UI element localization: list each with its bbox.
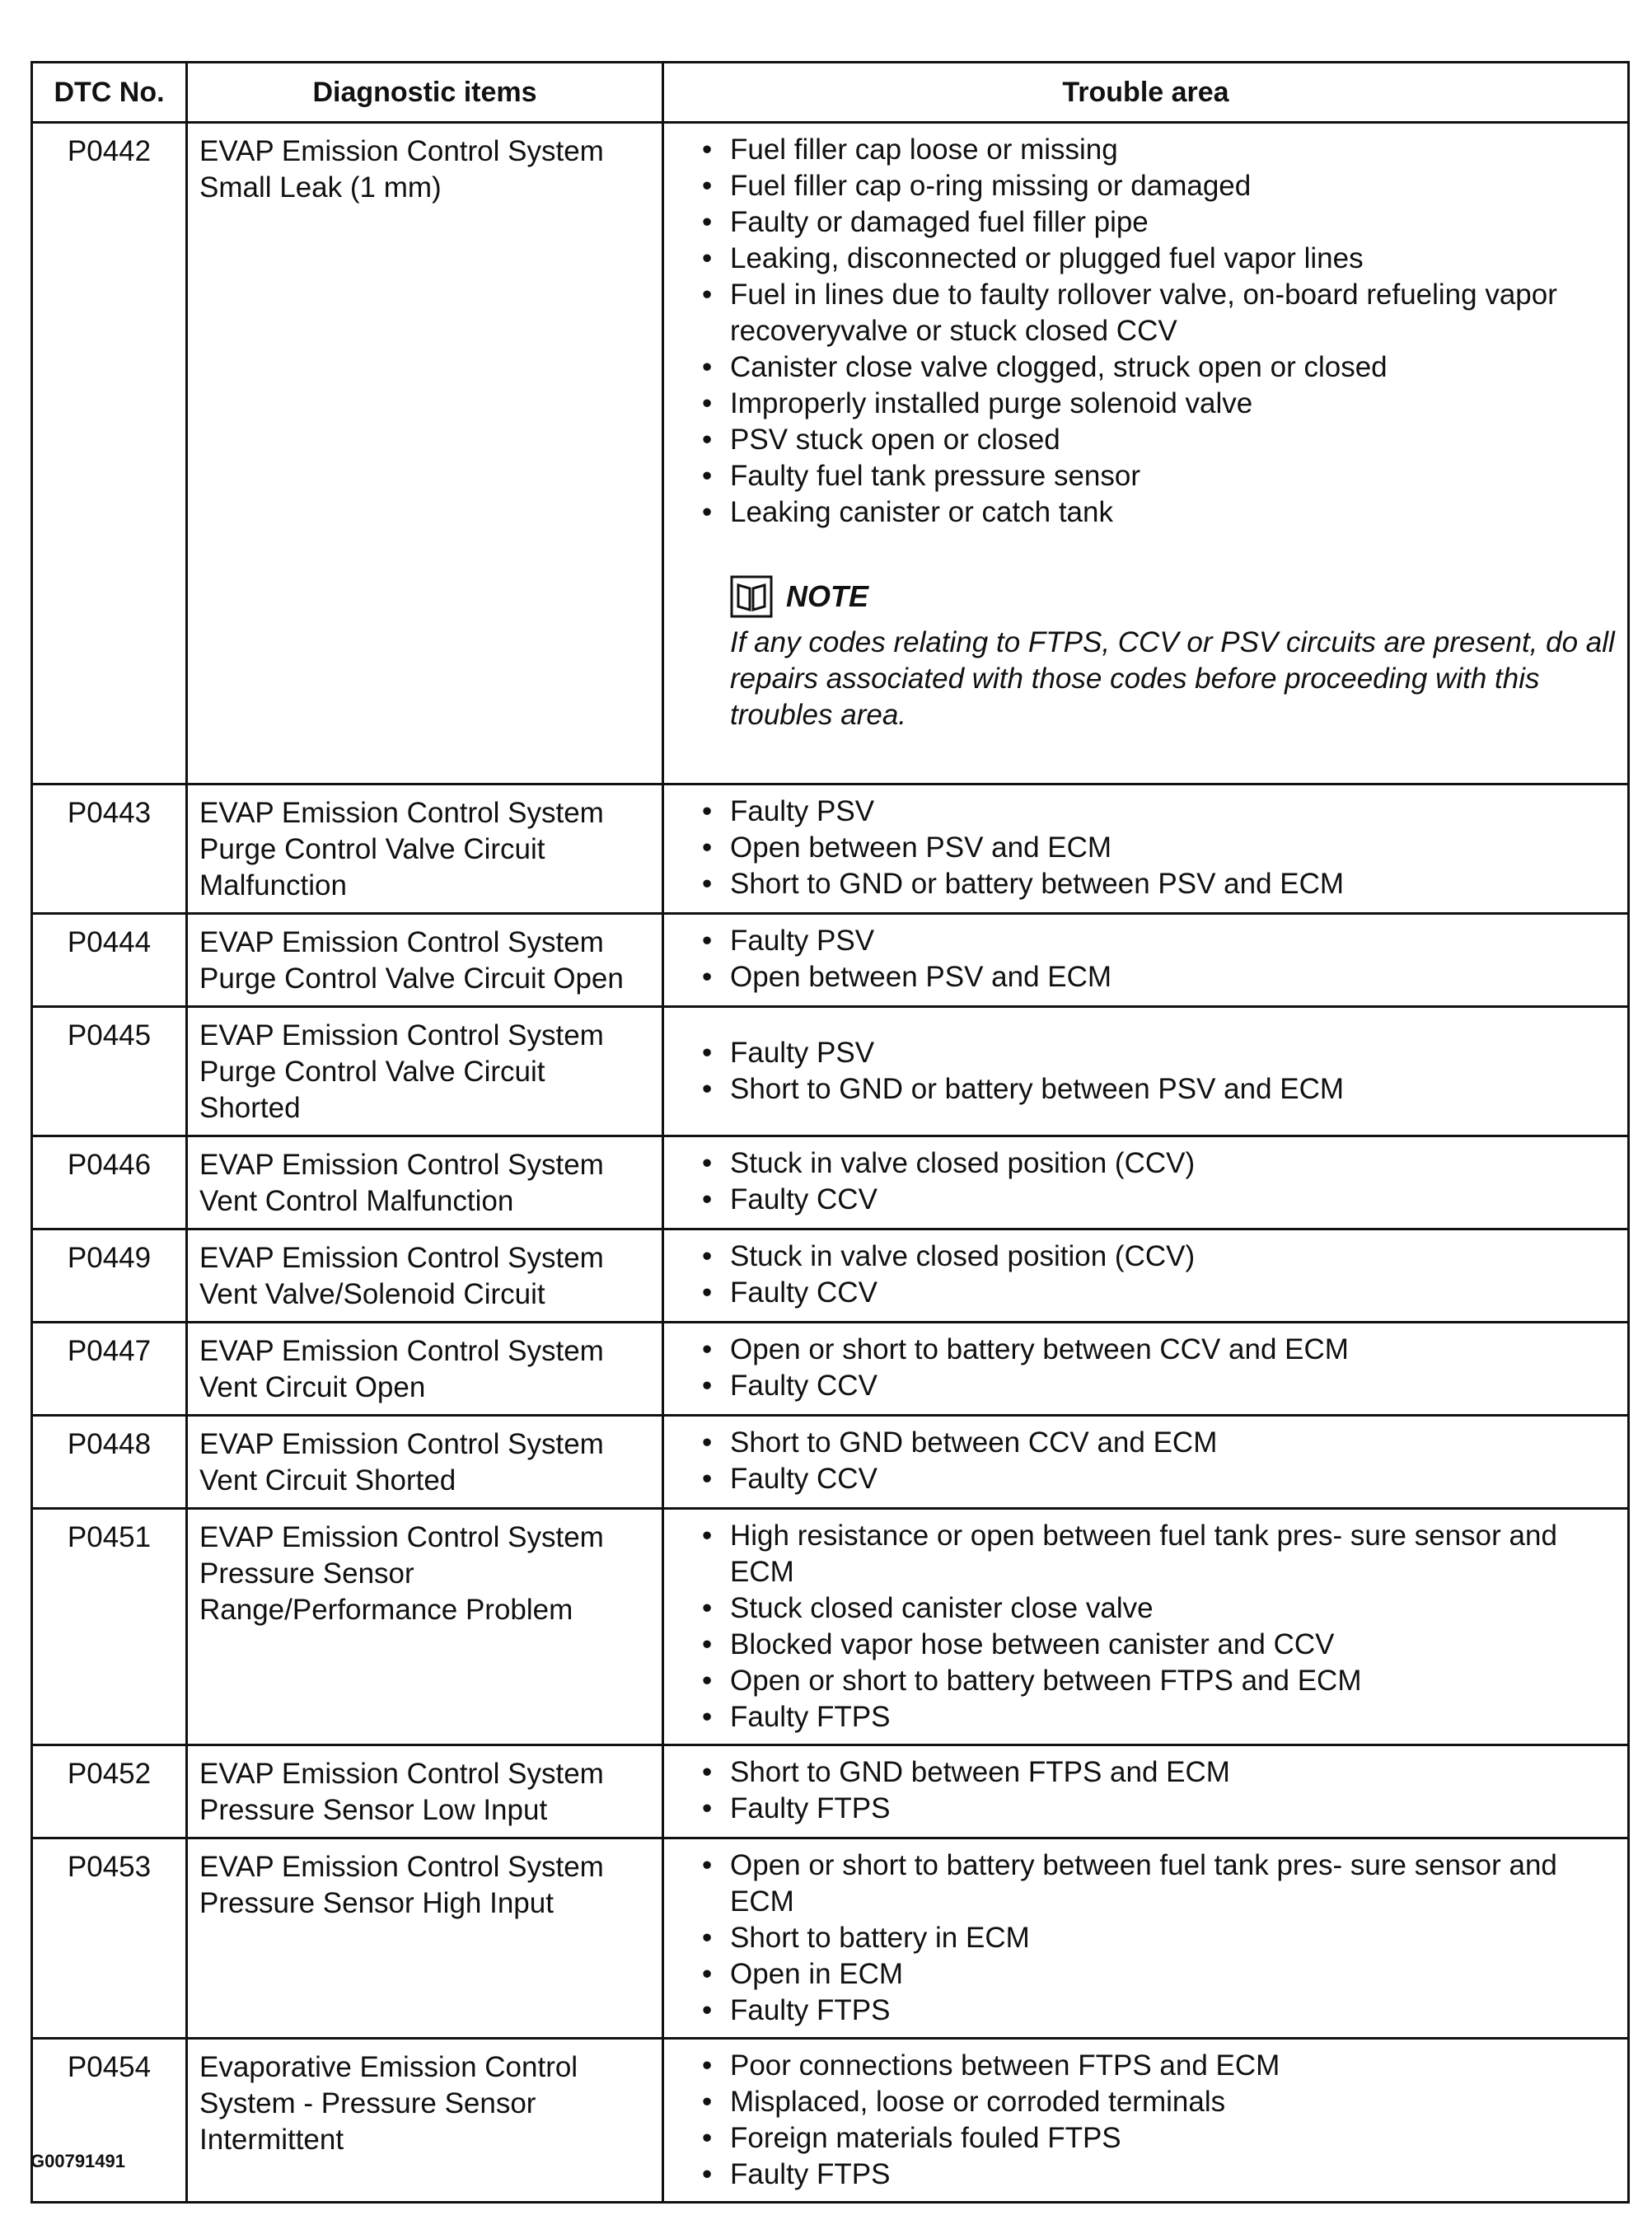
list-item: • Foreign materials fouled FTPS <box>700 2120 1617 2157</box>
table-row <box>32 2039 1629 2203</box>
book-icon <box>730 575 773 618</box>
list-item: • Open or short to battery between FTPS and ECM <box>700 1663 1617 1699</box>
list-item: • Short to GND or battery between PSV and ECM <box>700 1071 1617 1108</box>
list-item: • Open between PSV and ECM <box>700 830 1617 866</box>
trouble-list <box>700 1035 1617 1108</box>
figure-reference: G00791491 <box>30 2151 125 2171</box>
diagnostic-item: EVAP Emission Control System Vent Valve/Solenoid Circuit <box>187 1229 663 1323</box>
list-item: • Short to GND between FTPS and ECM <box>700 1754 1617 1791</box>
trouble-list <box>700 794 1617 902</box>
list-item: • Misplaced, loose or corroded terminals <box>700 2084 1617 2120</box>
note-header <box>730 574 1617 620</box>
list-item: • Faulty PSV <box>700 794 1617 830</box>
list-item: • Stuck in valve closed position (CCV) <box>700 1145 1617 1182</box>
list-item: • Faulty FTPS <box>700 1699 1617 1735</box>
trouble-area <box>663 1509 1629 1745</box>
note-label: NOTE <box>786 579 869 613</box>
header-dtc-no: DTC No. <box>32 63 187 123</box>
header-trouble-area: Trouble area <box>663 63 1629 123</box>
table-row <box>32 1745 1629 1838</box>
diagnostic-item: EVAP Emission Control System Purge Control Valve Circuit Open <box>187 914 663 1007</box>
trouble-area <box>663 1007 1629 1136</box>
dtc-table <box>30 61 1630 2204</box>
list-item: • Fuel filler cap o-ring missing or damaged <box>700 168 1617 204</box>
list-item: • Faulty CCV <box>700 1461 1617 1497</box>
trouble-list <box>700 1754 1617 1827</box>
diagnostic-item: EVAP Emission Control System Purge Control Valve Circuit Malfunction <box>187 784 663 914</box>
list-item: • Faulty FTPS <box>700 2157 1617 2193</box>
table-row <box>32 1416 1629 1509</box>
list-item: • Improperly installed purge solenoid valve <box>700 386 1617 422</box>
diagnostic-item: EVAP Emission Control System Vent Circuit Shorted <box>187 1416 663 1509</box>
trouble-list <box>700 1425 1617 1497</box>
dtc-code: P0443 <box>32 784 187 914</box>
trouble-list <box>700 1145 1617 1218</box>
table-row <box>32 1007 1629 1136</box>
list-item: • Leaking canister or catch tank <box>700 494 1617 531</box>
diagnostic-item: EVAP Emission Control System Pressure Sensor Range/Performance Problem <box>187 1509 663 1745</box>
list-item: • Open in ECM <box>700 1956 1617 1993</box>
list-item: • Faulty CCV <box>700 1275 1617 1311</box>
dtc-code: P0448 <box>32 1416 187 1509</box>
trouble-list <box>700 1518 1617 1735</box>
table-row <box>32 123 1629 784</box>
list-item: • Short to battery in ECM <box>700 1920 1617 1956</box>
trouble-list <box>700 923 1617 995</box>
trouble-area <box>663 1229 1629 1323</box>
list-item: • Faulty CCV <box>700 1368 1617 1404</box>
trouble-area <box>663 2039 1629 2203</box>
trouble-area <box>663 1416 1629 1509</box>
trouble-area <box>663 1323 1629 1416</box>
table-row <box>32 1509 1629 1745</box>
list-item: • Blocked vapor hose between canister and CCV <box>700 1627 1617 1663</box>
dtc-code: P0445 <box>32 1007 187 1136</box>
list-item: • Faulty PSV <box>700 1035 1617 1071</box>
trouble-area <box>663 784 1629 914</box>
trouble-list <box>700 1848 1617 2029</box>
dtc-code: P0452 <box>32 1745 187 1838</box>
list-item: • Short to GND or battery between PSV and ECM <box>700 866 1617 902</box>
note-text: If any codes relating to FTPS, CCV or PSV circuits are present, do all repairs associated with those codes before proceeding with this troubles area. <box>730 626 1615 731</box>
trouble-list <box>700 132 1617 531</box>
diagnostic-item: EVAP Emission Control System Vent Circuit Open <box>187 1323 663 1416</box>
list-item: • Faulty PSV <box>700 923 1617 959</box>
diagnostic-item: EVAP Emission Control System Purge Control Valve Circuit Shorted <box>187 1007 663 1136</box>
list-item: • Faulty or damaged fuel filler pipe <box>700 204 1617 241</box>
trouble-area <box>663 914 1629 1007</box>
diagnostic-item: EVAP Emission Control System Pressure Sensor Low Input <box>187 1745 663 1838</box>
dtc-code: P0453 <box>32 1838 187 2039</box>
header-diagnostic-items: Diagnostic items <box>187 63 663 123</box>
table-row <box>32 1229 1629 1323</box>
list-item: • Fuel in lines due to faulty rollover valve, on-board refueling vapor recoveryvalve or stuck closed CCV <box>700 277 1617 349</box>
trouble-list <box>700 1332 1617 1404</box>
list-item: • Leaking, disconnected or plugged fuel vapor lines <box>700 241 1617 277</box>
list-item: • Faulty CCV <box>700 1182 1617 1218</box>
list-item: • Canister close valve clogged, struck open or closed <box>700 349 1617 386</box>
list-item: • PSV stuck open or closed <box>700 422 1617 458</box>
dtc-code: P0449 <box>32 1229 187 1323</box>
list-item: • Poor connections between FTPS and ECM <box>700 2048 1617 2084</box>
dtc-code: P0447 <box>32 1323 187 1416</box>
list-item: • Fuel filler cap loose or missing <box>700 132 1617 168</box>
trouble-area <box>663 123 1629 784</box>
diagnostic-item: EVAP Emission Control System Small Leak (1 mm) <box>187 123 663 784</box>
table-row <box>32 1838 1629 2039</box>
dtc-code: P0446 <box>32 1136 187 1229</box>
list-item: • Open or short to battery between fuel tank pres- sure sensor and ECM <box>700 1848 1617 1920</box>
diagnostic-item: Evaporative Emission Control System - Pressure Sensor Intermittent <box>187 2039 663 2203</box>
list-item: • Faulty fuel tank pressure sensor <box>700 458 1617 494</box>
table-body <box>32 123 1629 2203</box>
header-row <box>32 63 1629 123</box>
table-row <box>32 784 1629 914</box>
diagnostic-item: EVAP Emission Control System Pressure Sensor High Input <box>187 1838 663 2039</box>
list-item: • Stuck closed canister close valve <box>700 1590 1617 1627</box>
table-row <box>32 914 1629 1007</box>
dtc-code: P0442 <box>32 123 187 784</box>
trouble-list <box>700 1239 1617 1311</box>
trouble-area <box>663 1838 1629 2039</box>
dtc-code: P0454 <box>32 2039 187 2203</box>
note-box <box>700 574 1617 733</box>
table-row <box>32 1136 1629 1229</box>
diagnostic-item: EVAP Emission Control System Vent Control Malfunction <box>187 1136 663 1229</box>
list-item: • High resistance or open between fuel tank pres- sure sensor and ECM <box>700 1518 1617 1590</box>
list-item: • Faulty FTPS <box>700 1993 1617 2029</box>
dtc-code: P0444 <box>32 914 187 1007</box>
list-item: • Short to GND between CCV and ECM <box>700 1425 1617 1461</box>
list-item: • Faulty FTPS <box>700 1791 1617 1827</box>
list-item: • Open between PSV and ECM <box>700 959 1617 995</box>
table-row <box>32 1323 1629 1416</box>
trouble-list <box>700 2048 1617 2193</box>
trouble-area <box>663 1745 1629 1838</box>
trouble-area <box>663 1136 1629 1229</box>
list-item: • Stuck in valve closed position (CCV) <box>700 1239 1617 1275</box>
dtc-code: P0451 <box>32 1509 187 1745</box>
list-item: • Open or short to battery between CCV and ECM <box>700 1332 1617 1368</box>
